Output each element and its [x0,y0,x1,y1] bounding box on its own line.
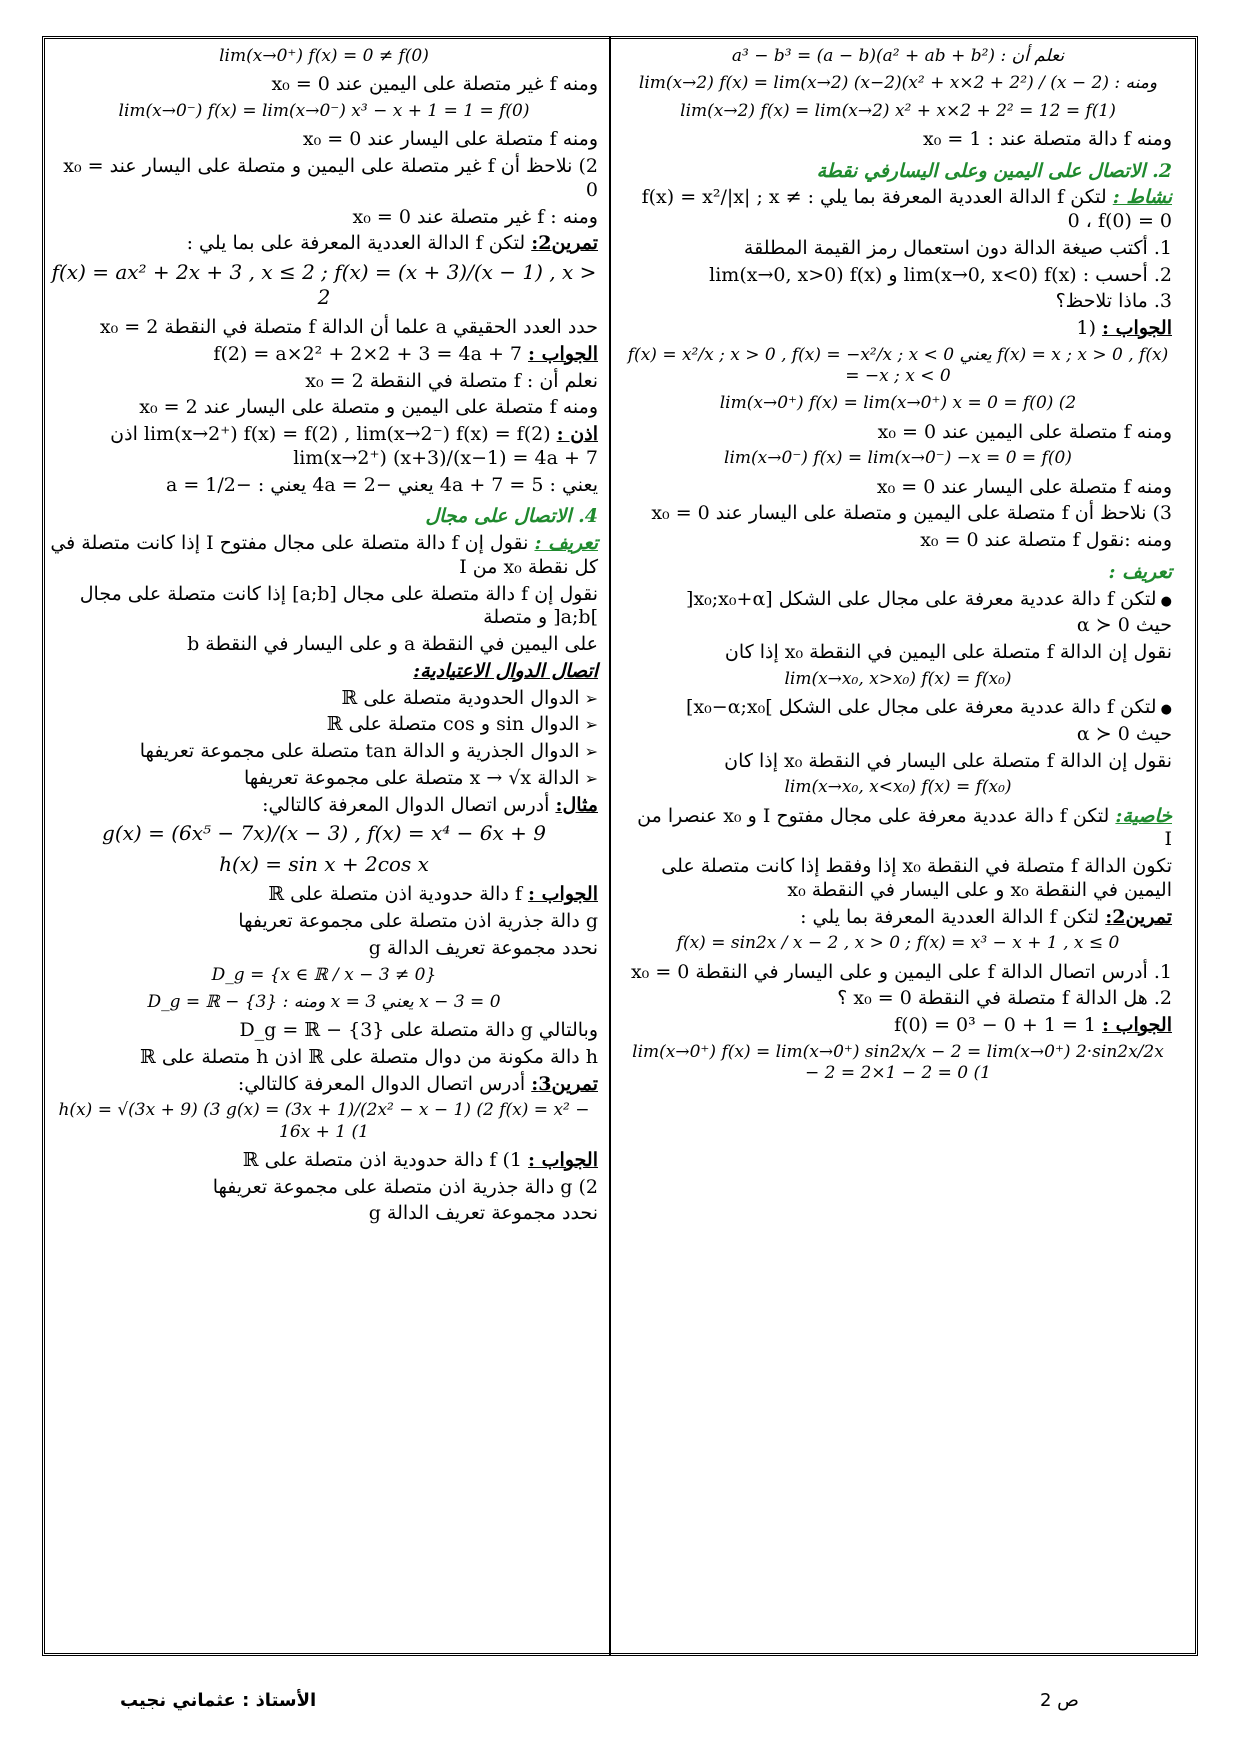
paragraph-line: 2) نلاحظ أن f غير متصلة على اليمين و متصلة على اليسار عند x₀ = 0 [63,155,598,201]
subsection-heading: اتصال الدوال الاعتيادية: [413,659,598,682]
paragraph-text: أدرس اتصال الدوال المعرفة كالتالي: [262,793,550,816]
paragraph-line: على اليمين في النقطة a و على اليسار في النقطة b [187,633,598,655]
math-formula: lim(x→2) f(x) = lim(x→2) (x−2)(x² + x×2 + 2²) / (x − 2) : ومنه [638,73,1158,94]
paragraph-line: 2) g دالة جذرية اذن متصلة على مجموعة تعريفها [212,1175,598,1198]
paragraph-line: 2. هل الدالة f متصلة في النقطة x₀ = 0 ؟ [837,987,1172,1010]
labeled-paragraph [50,532,598,580]
paragraph-text: لتكن f الدالة العددية المعرفة بما يلي : f(x) = x²/|x| ; x ≠ 0 ، f(0) = 0 [641,186,1172,232]
paragraph-label: الجواب : [528,883,598,906]
paragraph-text: أدرس اتصال الدوال المعرفة كالتالي: [237,1072,526,1095]
math-formula: lim(x→0⁻) f(x) = lim(x→0⁻) x³ − x + 1 = 1 = f(0) [118,101,530,121]
paragraph-line: ومنه f متصلة على اليسار عند x₀ = 0 [302,128,598,151]
math-formula: lim(x→x₀, x>x₀) f(x) = f(x₀) [784,668,1012,689]
paragraph-label: تمرين3: [531,1072,598,1095]
labeled-paragraph [624,906,1172,930]
paragraph-text: لتكن f الدالة العددية المعرفة بما يلي : [800,905,1100,928]
arrow-list-item: ➢ الدوال الحدودية متصلة على ℝ [50,687,598,711]
paragraph-text: نقول إن f دالة متصلة على مجال مفتوح I إذا كانت متصلة في كل نقطة x₀ من I [50,532,598,578]
paragraph-label: الجواب : [1102,317,1172,339]
column-divider [609,36,611,1656]
arrow-list-item: ➢ الدالة x → √x متصلة على مجموعة تعريفها [50,767,598,791]
left-column [50,42,598,1229]
math-formula: f(x) = x²/x ; x > 0 , f(x) = −x²/x ; x < 0 يعني f(x) = x ; x > 0 , f(x) = −x ; x < 0 [627,344,1169,386]
math-formula: f(x) = sin2x / x − 2 , x > 0 ; f(x) = x³ − x + 1 , x ≤ 0 [676,933,1120,954]
math-formula: lim(x→x₀, x<x₀) f(x) = f(x₀) [784,777,1012,798]
labeled-paragraph [50,1073,598,1097]
paragraph-line: 1. أكتب صيغة الدالة دون استعمال رمز القيمة المطلقة [743,236,1172,259]
paragraph-line: h دالة مكونة من دوال متصلة على ℝ اذن h متصلة على ℝ [140,1045,598,1068]
math-formula: lim(x→2) f(x) = lim(x→2) x² + x×2 + 2² = 12 = f(1) [680,100,1116,121]
paragraph-line: حيث α ≻ 0 [1076,614,1172,637]
math-formula: D_g = {x ∈ ℝ / x − 3 ≠ 0} [211,964,437,985]
labeled-paragraph [624,317,1172,341]
labeled-paragraph [50,1149,598,1173]
section-heading: تعريف : [1108,560,1172,583]
bullet-item: ● لتكن f دالة عددية معرفة على مجال على الشكل [x₀;x₀+α[ [624,588,1172,612]
paragraph-line: تكون الدالة f متصلة في النقطة x₀ إذا وفقط إذا كانت متصلة على اليمين في النقطة x₀ و على اليسار في النقطة x₀ [661,855,1172,901]
paragraph-line: نعلم أن : f متصلة في النقطة x₀ = 2 [305,369,598,392]
arrow-list-item: ➢ الدوال sin و cos متصلة على ℝ [50,713,598,737]
section-heading: 4. الاتصال على مجال [425,505,598,528]
paragraph-label: الجواب : [1102,1014,1172,1036]
paragraph-line: 3) نلاحظ أن f متصلة على اليمين و متصلة على اليسار عند x₀ = 0 [651,502,1172,525]
paragraph-line: ومنه :نقول f متصلة عند x₀ = 0 [920,529,1172,551]
math-formula: f(x) = ax² + 2x + 3 , x ≤ 2 ; f(x) = (x + 3)/(x − 1) , x > 2 [51,260,597,309]
math-formula: lim(x→0⁺) f(x) = 0 ≠ f(0) [219,46,429,66]
labeled-paragraph [624,1014,1172,1038]
paragraph-line: نقول إن f دالة متصلة على مجال [a;b] إذا كانت متصلة على مجال ]a;b[ و متصلة [79,582,598,629]
paragraph-label: اذن : [556,423,598,445]
paragraph-line: ومنه : f غير متصلة عند x₀ = 0 [352,205,598,228]
paragraph-line: نحدد مجموعة تعريف الدالة g [368,936,598,959]
paragraph-line: حيث α ≻ 0 [1076,722,1172,745]
labeled-paragraph [50,883,598,907]
math-formula: lim(x→0⁻) f(x) = lim(x→0⁻) −x = 0 = f(0) [724,448,1072,469]
paragraph-label: تمرين2: [531,232,598,255]
labeled-paragraph [624,186,1172,234]
paragraph-text: (1 [1076,317,1096,339]
paragraph-line: 1. أدرس اتصال الدالة f على اليمين و على اليسار في النقطة x₀ = 0 [630,960,1172,983]
page-number: ص 2 [1040,1690,1079,1711]
math-formula: h(x) = sin x + 2cos x [219,852,429,877]
math-formula: h(x) = √(3x + 9) (3 g(x) = (3x + 1)/(2x² − x − 1) (2 f(x) = x² − 16x + 1 (1 [58,1100,590,1142]
paragraph-line: نحدد مجموعة تعريف الدالة g [368,1202,598,1225]
labeled-paragraph [50,794,598,818]
right-column [624,42,1172,1090]
math-formula: g(x) = (6x⁵ − 7x)/(x − 3) , f(x) = x⁴ − 6x + 9 [102,821,546,846]
paragraph-line: g دالة جذرية اذن متصلة على مجموعة تعريفها [238,910,598,932]
paragraph-line: ومنه f متصلة على اليسار عند x₀ = 0 [876,475,1172,498]
author-signature: الأستاذ : عثماني نجيب [120,1690,317,1711]
paragraph-label: الجواب : [528,342,598,365]
paragraph-text: lim(x→2⁺) f(x) = f(2) , lim(x→2⁻) f(x) = f(2) اذن lim(x→2⁺) (x+3)/(x−1) = 4a + 7 [110,423,598,469]
paragraph-line: ومنه f دالة متصلة عند : x₀ = 1 [922,127,1172,150]
paragraph-label: نشاط : [1112,186,1172,209]
math-formula: a³ − b³ = (a − b)(a² + ab + b²) : نعلم أن [731,46,1065,66]
paragraph-text: f دالة حدودية اذن متصلة على ℝ [268,883,522,906]
bullet-item: ● لتكن f دالة عددية معرفة على مجال على الشكل ]x₀−α;x₀] [624,696,1172,720]
paragraph-label: خاصية: [1115,804,1172,827]
paragraph-line: ومنه f متصلة على اليمين عند x₀ = 0 [877,420,1172,443]
math-formula: lim(x→0⁺) f(x) = lim(x→0⁺) sin2x/x − 2 = lim(x→0⁺) 2·sin2x/2x − 2 = 2×1 − 2 = 0 (1 [632,1041,1164,1083]
paragraph-line: حدد العدد الحقيقي a علما أن الدالة f متصلة في النقطة x₀ = 2 [99,316,598,338]
math-formula: D_g = ℝ − {3} : ومنه x = 3 يعني x − 3 = 0 [147,991,501,1012]
math-formula: lim(x→0⁺) f(x) = lim(x→0⁺) x = 0 = f(0) (2 [719,393,1077,414]
paragraph-line: نقول إن الدالة f متصلة على اليمين في النقطة x₀ إذا كان [724,641,1172,663]
labeled-paragraph [50,343,598,367]
paragraph-line: ومنه f متصلة على اليمين و متصلة على اليسار عند x₀ = 2 [139,396,598,419]
paragraph-label: الجواب : [528,1148,598,1171]
paragraph-line: نقول إن الدالة f متصلة على اليسار في النقطة x₀ إذا كان [724,749,1172,772]
paragraph-line: وبالتالي g دالة متصلة على D_g = ℝ − {3} [239,1019,598,1041]
paragraph-text: لتكن f الدالة العددية المعرفة على بما يلي : [186,232,526,255]
paragraph-line: 2. أحسب : lim(x→0, x<0) f(x) و lim(x→0, x>0) f(x) [709,263,1172,286]
arrow-list-item: ➢ الدوال الجذرية و الدالة tan متصلة على مجموعة تعريفها [50,740,598,764]
section-heading: 2. الاتصال على اليمين وعلى اليسارفي نقطة [816,159,1172,182]
paragraph-line: 3. ماذا تلاحظ؟ [1055,290,1172,313]
paragraph-label: تعريف : [534,532,598,554]
paragraph-text: لتكن f دالة عددية معرفة على مجال مفتوح I و x₀ عنصرا من I [637,804,1172,851]
labeled-paragraph [50,232,598,256]
paragraph-text: 1) f دالة حدودية اذن متصلة على ℝ [242,1148,522,1171]
paragraph-line: يعني : 5 = 4a + 7 يعني −2 = 4a يعني : −1/2 = a [165,473,598,496]
paragraph-text: f(2) = a×2² + 2×2 + 3 = 4a + 7 [213,342,522,365]
paragraph-line: ومنه f غير متصلة على اليمين عند x₀ = 0 [271,73,598,96]
paragraph-label: تمرين2: [1105,905,1172,928]
paragraph-label: مثال: [555,793,598,816]
paragraph-text: f(0) = 0³ − 0 + 1 = 1 [894,1014,1096,1036]
labeled-paragraph [624,805,1172,853]
labeled-paragraph [50,423,598,471]
